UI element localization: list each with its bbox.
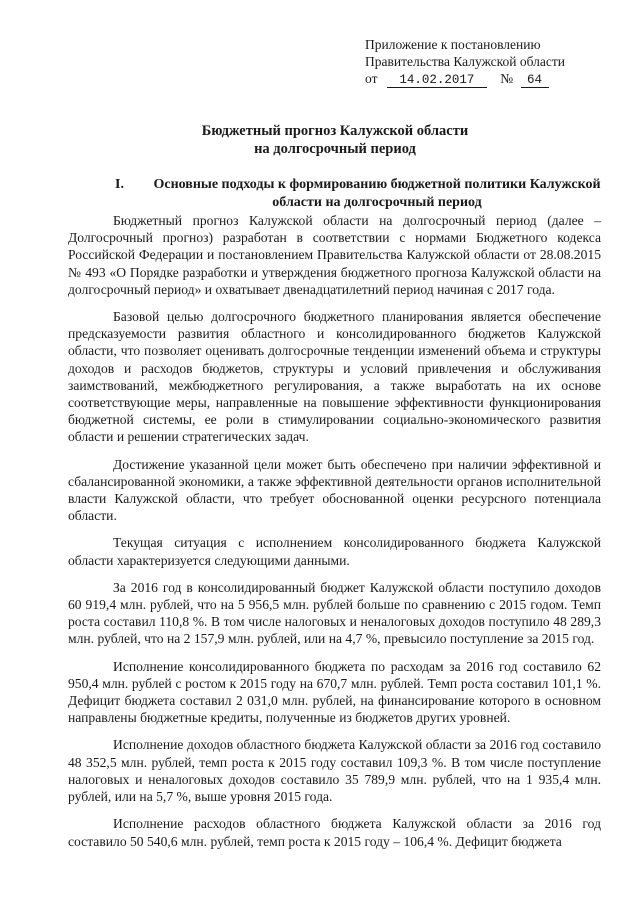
paragraph: Бюджетный прогноз Калужской области на долгосрочный период (далее – Долгосрочный прогноз) разработан в соответствии с нормами Бюджетного кодекса Российской Федерации и постановлением Правительства Калужской области от 28.08.2015 № 493 «О Порядке разработки и утверждения бюджетного прогноза Калужской области на долгосрочный период» и охватывает двенадцатилетний период начиная с 2017 года. bbox=[68, 213, 601, 297]
appendix-line-2: Правительства Калужской области bbox=[365, 54, 566, 69]
document-body bbox=[68, 212, 601, 860]
number-sign: № bbox=[500, 71, 514, 86]
document-date: 14.02.2017 bbox=[387, 73, 487, 88]
section-numeral: I. bbox=[115, 177, 124, 192]
paragraph: За 2016 год в консолидированный бюджет Калужской области поступило доходов 60 919,4 млн. рублей, что на 5 956,5 млн. рублей больше по сравнению с 2015 годом. Темп роста составил 110,8 %. В том числе налоговых и неналоговых доходов поступило 48 289,3 млн. рублей, что на 2 157,9 млн. рублей, или на 4,7 %, превысило поступление за 2015 год. bbox=[68, 579, 601, 647]
section-title-line-1: Основные подходы к формированию бюджетной политики Калужской bbox=[153, 177, 601, 192]
section-title bbox=[149, 176, 605, 212]
title-line-1: Бюджетный прогноз Калужской области bbox=[201, 123, 469, 139]
paragraph: Достижение указанной цели может быть обеспечено при наличии эффективной и сбалансированной экономики, а также эффективной деятельности органов исполнительной власти Калужской области, что требует обоснованной оценки ресурсного потенциала области. bbox=[68, 456, 601, 524]
paragraph: Текущая ситуация с исполнением консолидированного бюджета Калужской области характеризуется следующими данными. bbox=[68, 535, 601, 568]
appendix-date-line bbox=[365, 70, 605, 88]
document-number: 64 bbox=[521, 73, 549, 88]
section-title-line-2: области на долгосрочный период bbox=[272, 195, 482, 210]
paragraph: Исполнение расходов областного бюджета Калужской области за 2016 год составило 50 540,6 млн. рублей, темп роста к 2015 году – 106,4 %. Дефицит бюджета bbox=[68, 816, 601, 849]
document-title bbox=[70, 122, 600, 158]
paragraph: Базовой целью долгосрочного бюджетного планирования является обеспечение предсказуемости развития областного и консолидированного бюджетов Калужской области, что позволяет оценивать долгосрочные тенденции изменений объема и структуры доходов и расходов бюджетов, структуры и условий привлечения и обслуживания заимствований, межбюджетного регулирования, а также выработать на их основе соответствующие меры, направленные на повышение эффективности функционирования бюджетной системы, ее роли в стимулировании социально-экономического развития области и решении стратегических задач. bbox=[68, 309, 601, 445]
title-line-2: на долгосрочный период bbox=[254, 141, 416, 157]
section-heading bbox=[115, 176, 605, 212]
date-prefix: от bbox=[365, 71, 378, 86]
paragraph: Исполнение доходов областного бюджета Калужской области за 2016 год составило 48 352,5 млн. рублей, темп роста к 2015 году составил 109,3 %. В том числе поступление налоговых и неналоговых доходов составило 35 789,9 млн. рублей, что на 1 935,4 млн. рублей, или на 5,7 %, выше уровня 2015 года. bbox=[68, 737, 601, 805]
appendix-line-1: Приложение к постановлению bbox=[365, 37, 541, 52]
paragraph: Исполнение консолидированного бюджета по расходам за 2016 год составило 62 950,4 млн. рублей с ростом к 2015 году на 670,7 млн. рублей. Темп роста составил 101,1 %. Дефицит бюджета составил 2 031,0 млн. рублей, на финансирование которого в основном направлены бюджетные кредиты, полученные из бюджетов других уровней. bbox=[68, 658, 601, 726]
appendix-header bbox=[365, 36, 605, 88]
